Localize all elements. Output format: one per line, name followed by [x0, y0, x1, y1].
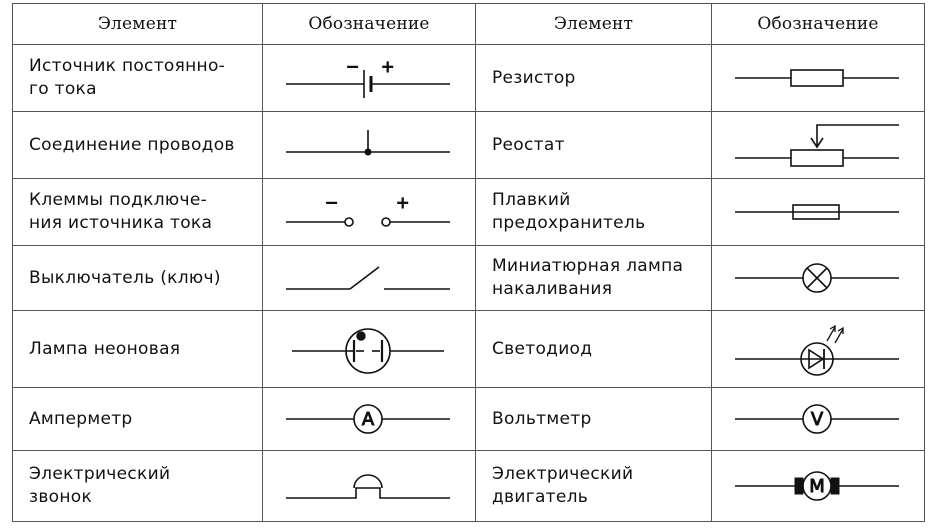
- element-name: [13, 45, 263, 112]
- symbol-cell: [263, 179, 476, 246]
- header-element-left: Элемент: [13, 4, 263, 45]
- element-name-line: Вольтметр: [492, 408, 592, 429]
- symbol-cell: [263, 451, 476, 522]
- voltmeter-icon: [733, 402, 903, 436]
- resistor-icon: [733, 63, 903, 93]
- element-name-line: го тока: [29, 79, 97, 99]
- element-name: [476, 112, 712, 179]
- dc-source-icon: [284, 58, 454, 98]
- symbol-cell: [263, 45, 476, 112]
- led-icon: [733, 321, 903, 377]
- table-row: [13, 451, 925, 522]
- header-symbol-left: Обозначение: [263, 4, 476, 45]
- symbol-cell: [712, 246, 925, 311]
- element-name-line: звонок: [29, 487, 93, 507]
- symbol-cell: [712, 112, 925, 179]
- switch-icon: [284, 261, 454, 295]
- circuit-symbols-table: [12, 3, 925, 522]
- source-terminals-icon: [284, 192, 454, 232]
- element-name-line: Амперметр: [29, 408, 133, 429]
- voltmeter-letter: V: [810, 409, 824, 430]
- element-name-line: Лампа неоновая: [29, 338, 181, 359]
- element-name: [476, 179, 712, 246]
- symbol-cell: [263, 112, 476, 179]
- element-name: [13, 179, 263, 246]
- motor-letter: M: [809, 476, 825, 497]
- element-name-line: Реостат: [492, 134, 565, 155]
- element-name-line: Плавкий: [492, 190, 571, 210]
- fuse-icon: [733, 197, 903, 227]
- element-name-line: Источник постоянно-: [29, 56, 226, 76]
- element-name-line: Клеммы подключе-: [29, 190, 208, 210]
- minus-sign: −: [346, 57, 360, 76]
- element-name-line: Соединение проводов: [29, 134, 235, 155]
- element-name: [476, 246, 712, 311]
- symbol-cell: [712, 311, 925, 388]
- element-name-line: двигатель: [492, 487, 589, 507]
- element-name: [476, 311, 712, 388]
- element-name-line: Светодиод: [492, 338, 593, 359]
- symbol-cell: [263, 246, 476, 311]
- element-name: [13, 112, 263, 179]
- wire-junction-icon: [284, 128, 454, 162]
- symbol-cell: [712, 179, 925, 246]
- element-name-line: Выключатель (ключ): [29, 267, 221, 288]
- element-name: [13, 246, 263, 311]
- minus-sign: −: [325, 193, 339, 212]
- symbol-cell: [263, 311, 476, 388]
- table-row: [13, 112, 925, 179]
- symbol-cell: [263, 388, 476, 451]
- symbol-cell: [712, 451, 925, 522]
- element-name: [13, 388, 263, 451]
- element-name: [13, 311, 263, 388]
- element-name: [476, 451, 712, 522]
- element-name-line: Электрический: [29, 464, 171, 484]
- symbol-cell: [712, 45, 925, 112]
- incandescent-lamp-icon: [733, 261, 903, 295]
- ammeter-letter: A: [361, 409, 375, 430]
- header-element-right: Элемент: [476, 4, 712, 45]
- element-name: [13, 451, 263, 522]
- element-name: [476, 388, 712, 451]
- header-symbol-right: Обозначение: [712, 4, 925, 45]
- electric-motor-icon: [733, 468, 903, 504]
- element-name-line: Миниатюрная лампа: [492, 256, 684, 276]
- table-row: [13, 388, 925, 451]
- plus-sign: +: [396, 193, 410, 212]
- table-header-row: [13, 4, 925, 45]
- symbol-cell: [712, 388, 925, 451]
- ammeter-icon: [284, 402, 454, 436]
- table-row: [13, 311, 925, 388]
- neon-lamp-icon: [284, 323, 454, 375]
- table-row: [13, 179, 925, 246]
- plus-sign: +: [381, 57, 395, 76]
- electric-bell-icon: [284, 468, 454, 504]
- element-name-line: ния источника тока: [29, 213, 213, 233]
- element-name-line: Резистор: [492, 67, 576, 88]
- table-row: [13, 45, 925, 112]
- element-name-line: предохранитель: [492, 213, 646, 233]
- element-name-line: Электрический: [492, 464, 634, 484]
- element-name-line: накаливания: [492, 279, 613, 299]
- rheostat-icon: [733, 120, 903, 170]
- table-row: [13, 246, 925, 311]
- element-name: [476, 45, 712, 112]
